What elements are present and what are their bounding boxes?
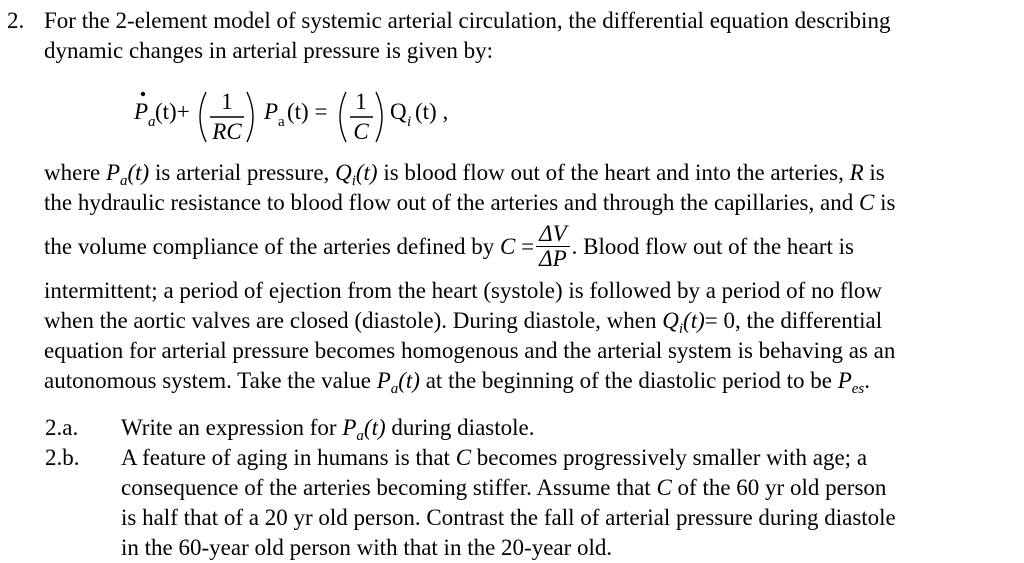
eq-lhs-arg: (t)+	[155, 99, 190, 124]
var-pes: P	[837, 368, 852, 393]
part-2b-text	[121, 443, 896, 563]
paren-open-1	[200, 92, 206, 142]
eq-lhs-var: P	[134, 99, 149, 124]
var-c: C	[656, 475, 672, 500]
text-run: the hydraulic resistance to blood flow out of the arteries and through the capillaries, and	[44, 190, 859, 215]
eq-frac2-den: C	[353, 119, 369, 144]
eq-mid-var: P	[264, 99, 279, 124]
where-line-2	[44, 188, 1004, 218]
var-qi: Q	[335, 160, 352, 185]
text-run: is	[863, 160, 885, 185]
var-pa: P	[342, 415, 357, 440]
paren-close-2	[376, 92, 382, 142]
part-2b	[0, 443, 1000, 563]
fraction-numerator: ΔV	[536, 222, 570, 247]
eq-rhs-sub: i	[407, 114, 412, 130]
sub-a: a	[390, 381, 399, 397]
text-run: is blood flow out of the heart and into the arteries,	[377, 160, 850, 185]
text-run: when the aortic valves are closed (diastole). During diastole, when	[44, 308, 663, 333]
text-run: Write an expression for	[121, 415, 343, 440]
var-t: (t)	[398, 368, 420, 393]
where-paragraph	[44, 158, 1004, 396]
where-line-7	[44, 366, 1004, 396]
part-2a-text	[121, 413, 534, 443]
var-c: C	[858, 190, 875, 215]
where-line-4: intermittent; a period of ejection from the heart (systole) is followed by a period of no flow	[44, 278, 882, 303]
text-run: at the beginning of the diastolic period to be	[419, 368, 838, 393]
text-run: during diastole.	[385, 415, 535, 440]
intro-paragraph	[44, 6, 1004, 66]
text-run: is arterial pressure,	[149, 160, 336, 185]
eq-mid-arg: (t) =	[287, 99, 328, 124]
part-2a	[0, 413, 1000, 443]
paren-open-2	[340, 92, 346, 142]
sub-a: a	[356, 428, 364, 444]
sub-i: i	[351, 173, 356, 189]
part-2b-line-3: is half that of a 20 yr old person. Contrast the fall of arterial pressure during diastole	[121, 505, 896, 530]
part-2b-label: 2.b.	[45, 445, 80, 470]
question-number: 2.	[7, 8, 25, 33]
var-pa: P	[376, 368, 391, 393]
var-c: C	[500, 234, 516, 259]
var-r: R	[849, 160, 864, 185]
where-line-1	[44, 158, 1004, 188]
var-t: (t)	[363, 415, 386, 440]
var-t: (t)	[355, 160, 378, 185]
where-line-5	[44, 306, 1004, 336]
derivative-dot-icon	[141, 92, 145, 96]
eq-mid-sub: a	[278, 114, 285, 130]
differential-equation	[124, 82, 544, 152]
text-run: where	[44, 160, 106, 185]
text-run: . Blood flow out of the heart is	[571, 234, 854, 259]
text-run: the volume compliance of the arteries defined by	[44, 234, 500, 259]
where-line-6: equation for arterial pressure becomes homogenous and the arterial system is behaving as an	[44, 338, 896, 363]
equals-sign: =	[515, 234, 535, 259]
sub-i: i	[678, 321, 684, 337]
text-run: is	[874, 190, 896, 215]
eq-lhs-sub: a	[148, 114, 156, 130]
var-t: (t)	[683, 308, 705, 333]
eq-frac1-num: 1	[221, 89, 233, 114]
part-2b-line-4: in the 60-year old person with that in the 20-year old.	[121, 535, 613, 560]
where-line-3	[44, 218, 1004, 276]
var-pa: P	[105, 160, 120, 185]
var-qi: Q	[662, 308, 679, 333]
eq-rhs-arg: (t) ,	[415, 99, 449, 124]
compliance-fraction	[536, 222, 570, 271]
var-c: C	[455, 445, 472, 470]
eq-rhs-var: Q	[390, 99, 407, 124]
text-run: autonomous system. Take the value	[44, 368, 377, 393]
fraction-denominator: ΔP	[539, 246, 567, 272]
eq-frac1-den: RC	[212, 119, 242, 144]
part-2a-label: 2.a.	[45, 415, 79, 440]
part-2b-line-2	[121, 473, 896, 503]
text-run: becomes progressively smaller with age; a	[471, 445, 868, 470]
sub-es: es	[851, 381, 865, 397]
paren-close-1	[247, 92, 253, 142]
text-run: = 0, the differential	[704, 308, 883, 333]
text-run: consequence of the arteries becoming stiffer. Assume that	[121, 475, 657, 500]
part-2b-line-1	[121, 443, 896, 473]
text-run: .	[864, 368, 871, 393]
equation-svg	[124, 82, 544, 154]
sub-a: a	[120, 173, 128, 189]
eq-frac2-num: 1	[355, 89, 367, 114]
intro-line-2: dynamic changes in arterial pressure is given by:	[44, 38, 493, 63]
var-t: (t)	[127, 160, 150, 185]
text-run: of the 60 yr old person	[671, 475, 887, 500]
intro-line-1: For the 2-element model of systemic arterial circulation, the differential equation describing	[44, 8, 891, 33]
text-run: A feature of aging in humans is that	[121, 445, 456, 470]
sub-questions	[0, 413, 1000, 563]
